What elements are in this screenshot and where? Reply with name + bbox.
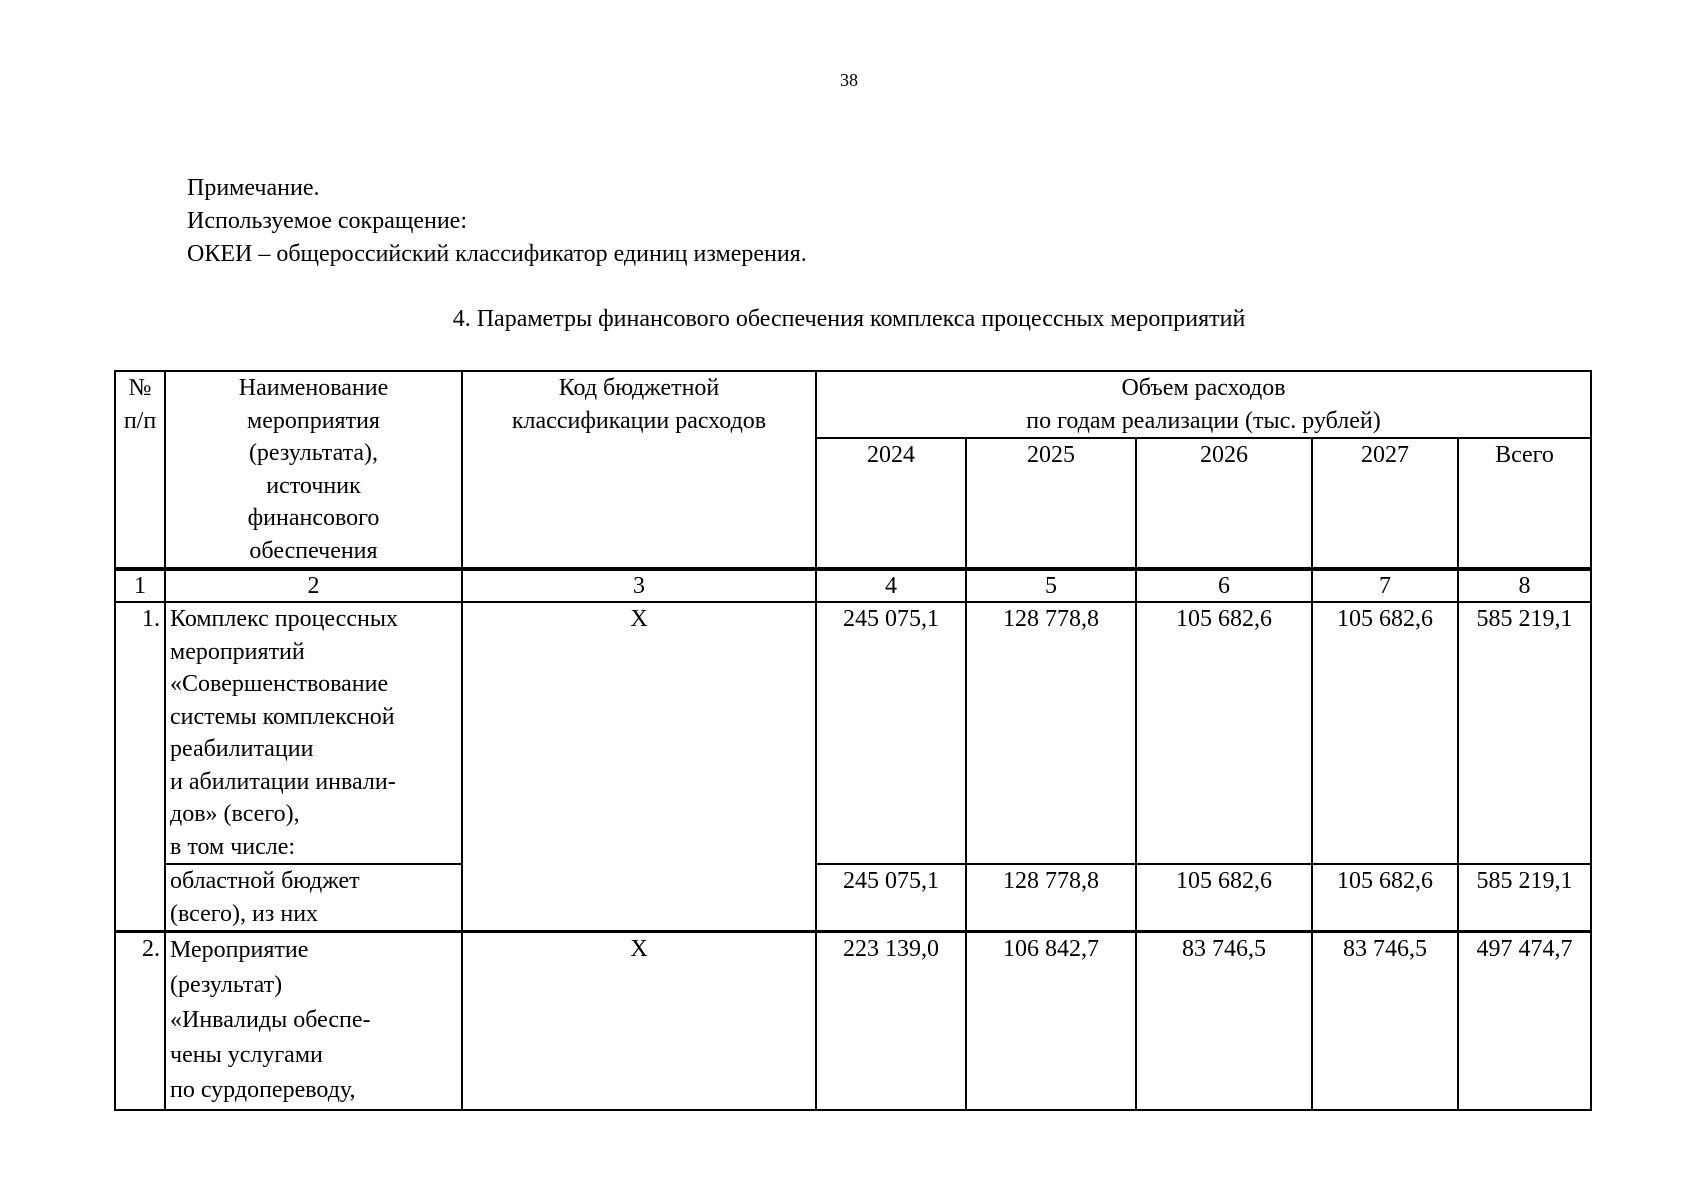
section-title: 4. Параметры финансового обеспечения комплекса процессных мероприятий [452, 306, 1246, 332]
header-kbk: Код бюджетной классификации расходов [462, 371, 816, 569]
table-row [115, 932, 1591, 1110]
row-value: 105 682,6 [1136, 602, 1312, 864]
column-number: 5 [966, 569, 1136, 602]
row-total: 585 219,1 [1458, 602, 1591, 864]
row-number: 1. [115, 602, 165, 932]
row-kbk: Х [462, 602, 816, 932]
row-value: 83 746,5 [1136, 932, 1312, 1110]
row-value: 105 682,6 [1312, 602, 1458, 864]
row-value: 105 682,6 [1312, 864, 1458, 932]
header-num: № п/п [115, 371, 165, 569]
column-number-row [115, 569, 1591, 602]
row-name: Мероприятие (результат) «Инвалиды обеспе- чены услугами по сурдопереводу, [165, 932, 462, 1110]
table-row [115, 602, 1591, 864]
row-total: 585 219,1 [1458, 864, 1591, 932]
header-year: 2027 [1312, 438, 1458, 569]
header-year: 2025 [966, 438, 1136, 569]
header-total: Всего [1458, 438, 1591, 569]
row-value: 128 778,8 [966, 864, 1136, 932]
row-value: 105 682,6 [1136, 864, 1312, 932]
note-line: ОКЕИ – общероссийский классификатор единиц измерения. [187, 241, 807, 267]
note-block [187, 172, 807, 271]
row-value: 223 139,0 [816, 932, 966, 1110]
header-year: 2026 [1136, 438, 1312, 569]
header-year: 2024 [816, 438, 966, 569]
financing-table [114, 370, 1592, 1111]
row-name: Комплекс процессных мероприятий «Совершенствование системы комплексной реабилитации и абилитации инвали- дов» (всего), в том числе: [165, 602, 462, 864]
row-value: 83 746,5 [1312, 932, 1458, 1110]
column-number: 6 [1136, 569, 1312, 602]
note-line: Используемое сокращение: [187, 208, 467, 234]
column-number: 4 [816, 569, 966, 602]
column-number: 8 [1458, 569, 1591, 602]
header-volume: Объем расходов по годам реализации (тыс. рублей) [816, 371, 1591, 438]
column-number: 7 [1312, 569, 1458, 602]
header-name: Наименование мероприятия (результата), источник финансового обеспечения [165, 371, 462, 569]
column-number: 2 [165, 569, 462, 602]
row-total: 497 474,7 [1458, 932, 1591, 1110]
row-value: 106 842,7 [966, 932, 1136, 1110]
page-number: 38 [840, 70, 858, 90]
column-number: 3 [462, 569, 816, 602]
row-number: 2. [115, 932, 165, 1110]
note-title: Примечание. [187, 175, 320, 201]
column-number: 1 [115, 569, 165, 602]
row-value: 245 075,1 [816, 602, 966, 864]
row-value: 128 778,8 [966, 602, 1136, 864]
table-subrow [115, 864, 1591, 932]
header-row [115, 371, 1591, 438]
row-name: областной бюджет (всего), из них [165, 864, 462, 932]
row-kbk: Х [462, 932, 816, 1110]
row-value: 245 075,1 [816, 864, 966, 932]
